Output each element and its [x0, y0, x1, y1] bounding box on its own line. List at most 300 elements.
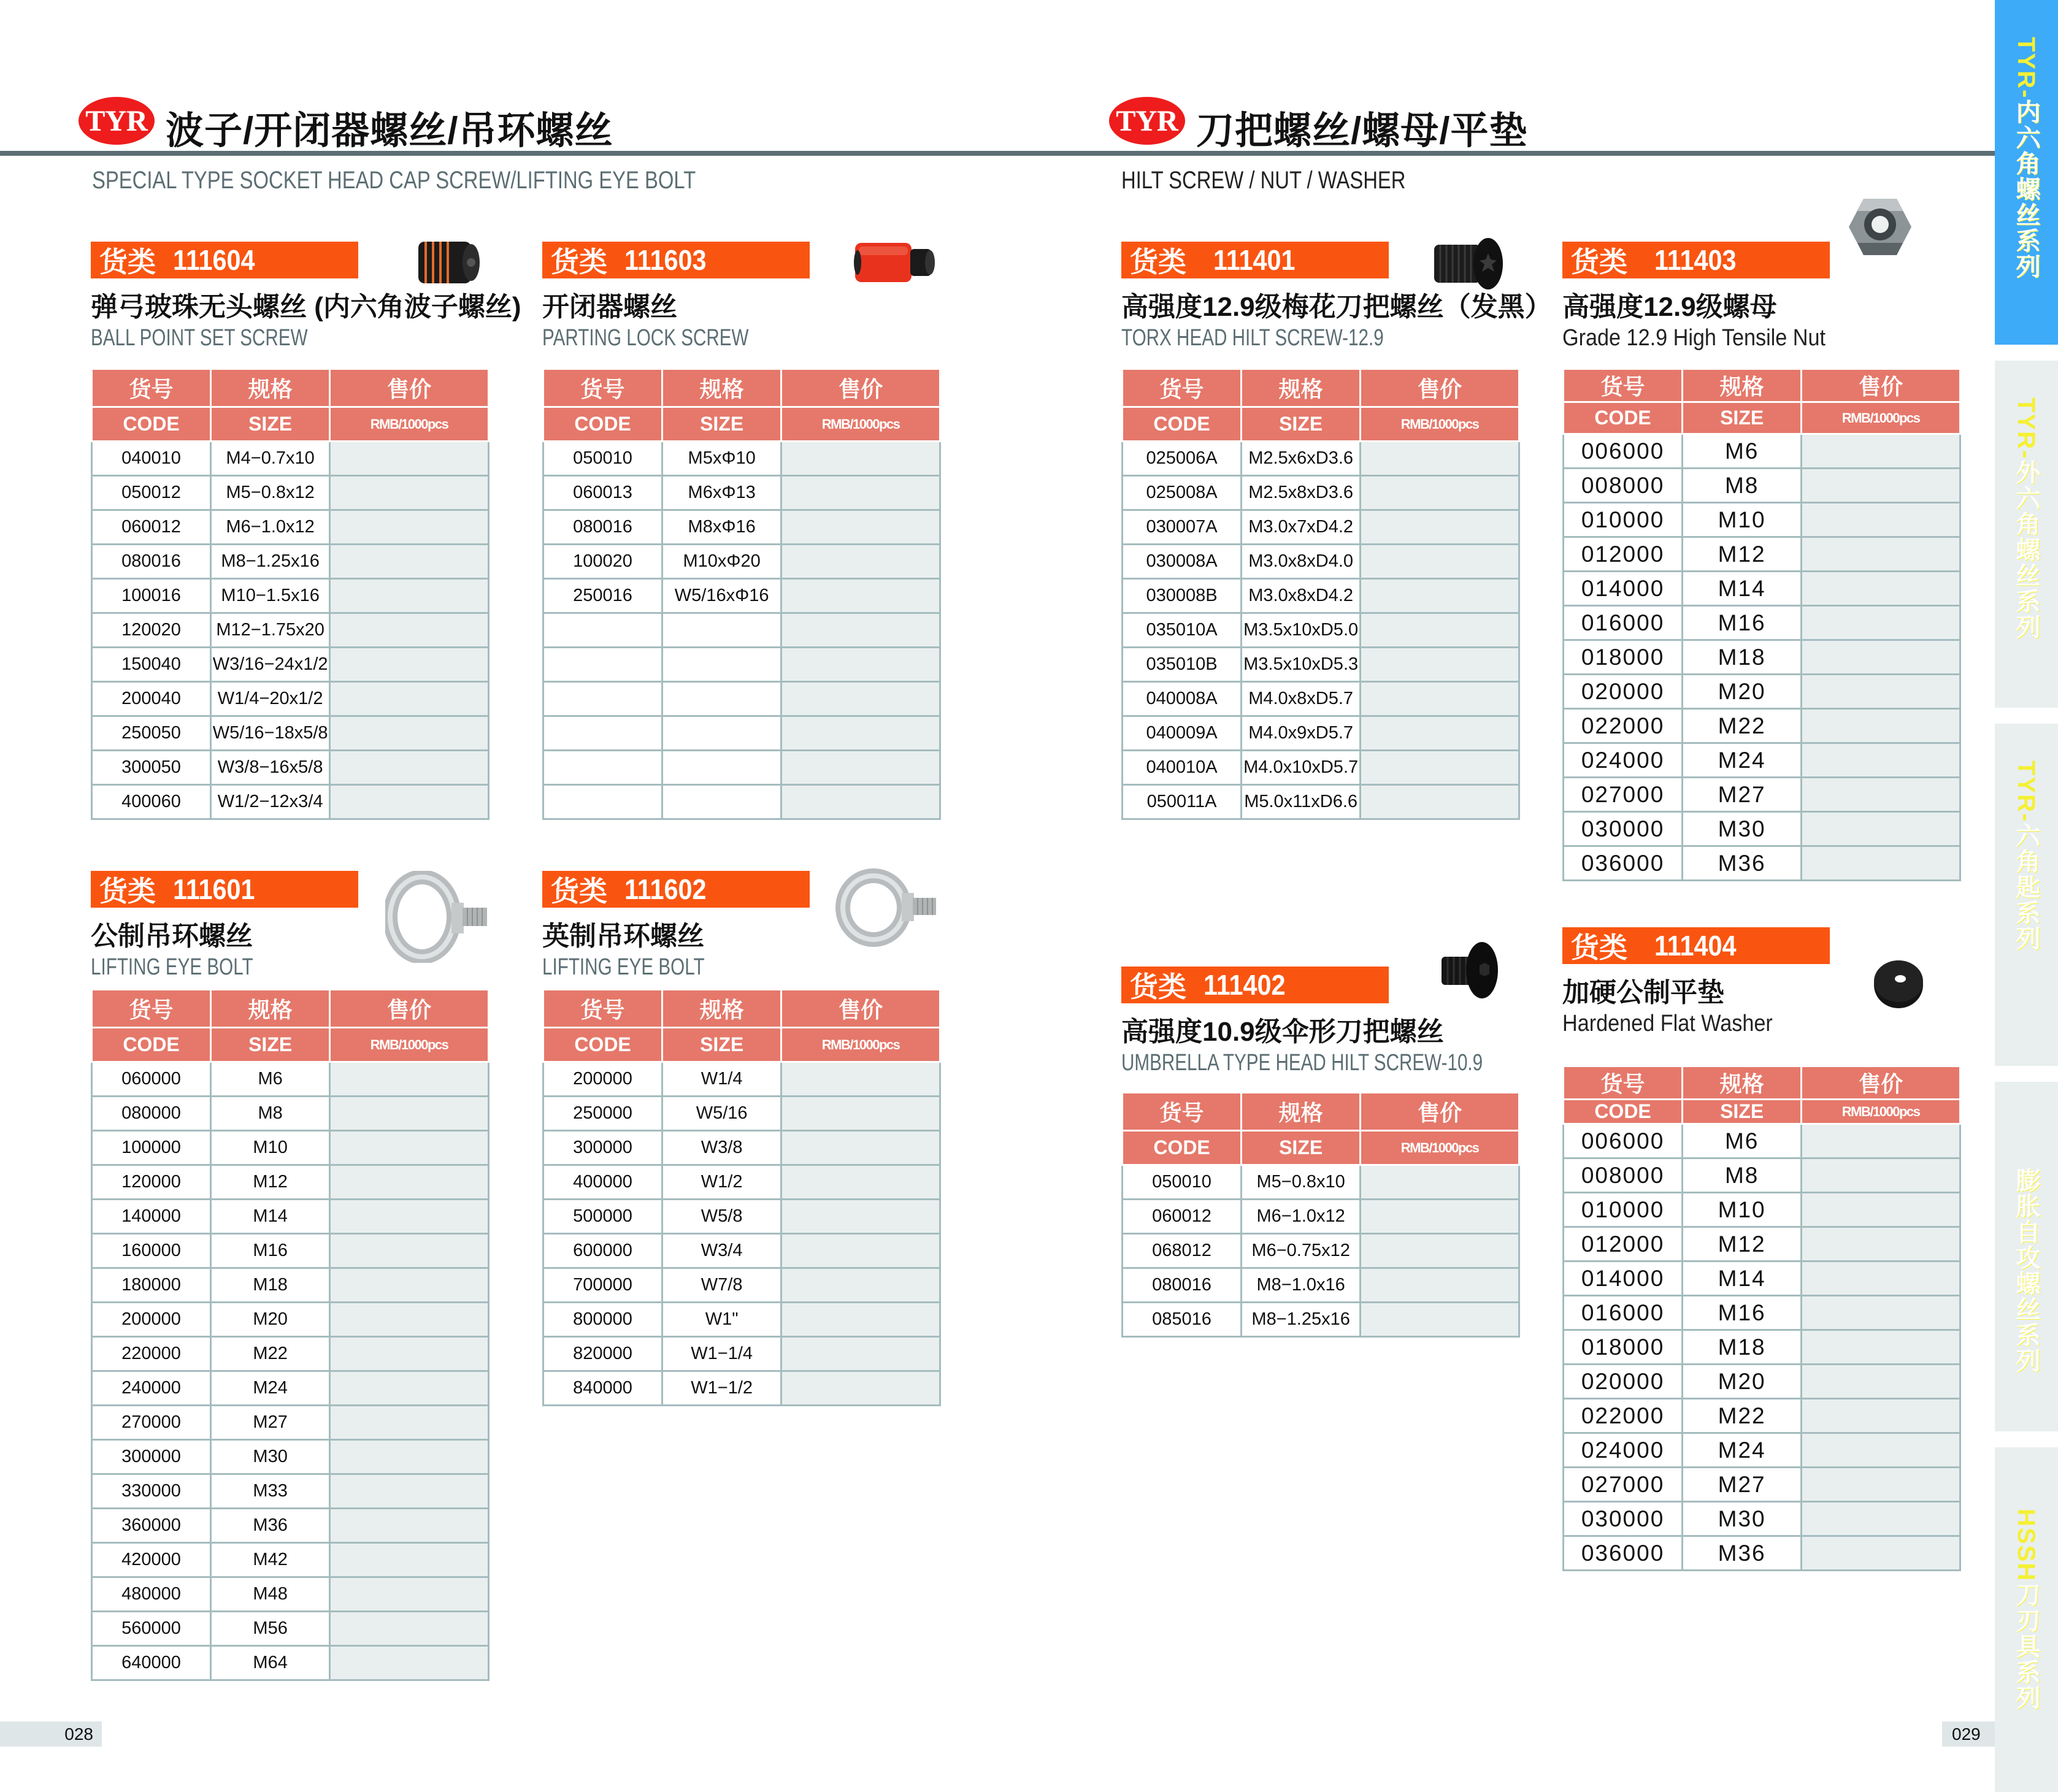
header-price-cn: 售价: [781, 369, 940, 407]
table-row: [543, 579, 940, 613]
header-code-en: CODE: [1564, 1100, 1683, 1124]
price-cell: [781, 579, 940, 613]
table-row: [1564, 1330, 1960, 1365]
code-cell: 027000: [1564, 1468, 1683, 1502]
table-row: [92, 1131, 489, 1165]
size-cell: W5/16xΦ16: [662, 579, 781, 613]
category-number: 111603: [624, 244, 707, 276]
size-cell: W3/16−24x1/2: [211, 648, 330, 682]
table-row: [543, 1165, 940, 1200]
header-price-cn: 售价: [1361, 369, 1519, 407]
code-cell: 040009A: [1123, 716, 1242, 751]
table-row: [1564, 1433, 1960, 1468]
code-cell: 030000: [1564, 812, 1683, 846]
size-cell: M16: [1683, 1296, 1802, 1330]
size-cell: [662, 751, 781, 785]
table-row: [1123, 1268, 1519, 1303]
price-cell: [1802, 743, 1960, 778]
header-price-cn: 售价: [330, 369, 489, 407]
category-bar: [542, 242, 810, 278]
table-row: [92, 476, 489, 510]
table-row: [1123, 510, 1519, 545]
price-cell: [781, 1131, 940, 1165]
size-cell: M4.0x8xD5.7: [1242, 682, 1361, 716]
code-cell: 006000: [1564, 1124, 1683, 1158]
table-row: [92, 545, 489, 579]
product-block-111403: [1562, 242, 1961, 351]
price-cell: [330, 1062, 489, 1097]
price-cell: [1361, 476, 1519, 510]
left-page-subtitle: SPECIAL TYPE SOCKET HEAD CAP SCREW/LIFTING EYE BOLT: [92, 167, 696, 194]
size-cell: M24: [1683, 743, 1802, 778]
price-cell: [781, 1200, 940, 1234]
table-row: [92, 1440, 489, 1474]
spec-table-111602: [542, 989, 941, 1406]
spec-table-111404: [1562, 1065, 1961, 1571]
header-code-en: CODE: [92, 1028, 211, 1062]
table-row: [92, 785, 489, 819]
size-cell: M8: [1683, 469, 1802, 503]
table-row: [543, 1234, 940, 1268]
size-cell: M36: [1683, 1536, 1802, 1571]
table-row: [543, 1371, 940, 1406]
price-cell: [330, 1406, 489, 1440]
code-cell: 200040: [92, 682, 211, 716]
size-cell: M3.0x8xD4.0: [1242, 545, 1361, 579]
header-code-cn: 货号: [543, 369, 662, 407]
product-name-cn: 高强度12.9级梅花刀把螺丝（发黑）: [1121, 292, 1552, 322]
size-cell: M56: [211, 1612, 330, 1646]
price-cell: [330, 1543, 489, 1577]
price-cell: [330, 1440, 489, 1474]
price-cell: [781, 1097, 940, 1131]
price-cell: [1361, 682, 1519, 716]
code-cell: 180000: [92, 1268, 211, 1303]
header-price-unit: RMB/1000pcs: [1802, 1100, 1960, 1124]
size-cell: M12: [1683, 537, 1802, 572]
table-row: [92, 1543, 489, 1577]
size-cell: M30: [211, 1440, 330, 1474]
flat-washer-image: [1871, 957, 1926, 1012]
code-cell: 250000: [543, 1097, 662, 1131]
price-cell: [1802, 606, 1960, 640]
size-cell: M18: [1683, 1330, 1802, 1365]
size-cell: M6xΦ13: [662, 476, 781, 510]
table-row: [1123, 579, 1519, 613]
code-cell: 022000: [1564, 709, 1683, 743]
size-cell: M14: [1683, 572, 1802, 606]
price-cell: [330, 1337, 489, 1371]
code-cell: 120000: [92, 1165, 211, 1200]
code-cell: 480000: [92, 1577, 211, 1612]
header-price-cn: 售价: [1802, 369, 1960, 402]
code-cell: [543, 716, 662, 751]
table-row: [1123, 476, 1519, 510]
size-cell: W1−1/4: [662, 1337, 781, 1371]
price-cell: [1802, 503, 1960, 537]
price-cell: [781, 648, 940, 682]
code-cell: [543, 648, 662, 682]
size-cell: M18: [211, 1268, 330, 1303]
size-cell: M12: [1683, 1227, 1802, 1262]
table-row: [1123, 442, 1519, 476]
category-number: 111604: [173, 244, 255, 276]
table-row: [92, 1165, 489, 1200]
category-bar: [1562, 242, 1830, 278]
header-size-cn: 规格: [1683, 369, 1802, 402]
table-row: [92, 648, 489, 682]
code-cell: 050010: [543, 442, 662, 476]
price-cell: [1802, 469, 1960, 503]
size-cell: M42: [211, 1543, 330, 1577]
code-cell: 035010A: [1123, 613, 1242, 648]
table-row: [92, 1509, 489, 1543]
size-cell: [662, 716, 781, 751]
price-cell: [1802, 1330, 1960, 1365]
code-cell: 024000: [1564, 1433, 1683, 1468]
price-cell: [781, 545, 940, 579]
size-cell: W1": [662, 1303, 781, 1337]
price-cell: [330, 648, 489, 682]
product-name-cn: 加硬公制平垫: [1562, 978, 1724, 1008]
sidebar-tab-expansion-tapping-screws[interactable]: [1995, 1082, 2058, 1431]
size-cell: M3.0x8xD4.2: [1242, 579, 1361, 613]
table-row: [543, 1303, 940, 1337]
torx-head-hilt-screw-image: [1429, 236, 1509, 291]
price-cell: [1802, 846, 1960, 881]
category-label: 货类: [551, 875, 607, 907]
product-name-en: LIFTING EYE BOLT: [91, 954, 253, 980]
code-cell: [543, 613, 662, 648]
header-price-cn: 售价: [1361, 1093, 1519, 1131]
table-row: [543, 1200, 940, 1234]
price-cell: [330, 1577, 489, 1612]
code-cell: 050010: [1123, 1165, 1242, 1200]
price-cell: [1802, 1536, 1960, 1571]
table-row: [1564, 1365, 1960, 1399]
price-cell: [781, 476, 940, 510]
size-cell: M36: [211, 1509, 330, 1543]
table-row: [1123, 682, 1519, 716]
page-number-right: 029: [1942, 1721, 1995, 1747]
header-size-en: SIZE: [1242, 407, 1361, 442]
size-cell: M10−1.5x16: [211, 579, 330, 613]
code-cell: 080016: [1123, 1268, 1242, 1303]
table-row: [543, 751, 940, 785]
header-size-cn: 规格: [1242, 369, 1361, 407]
left-page-title: 波子/开闭器螺丝/吊环螺丝: [166, 110, 613, 152]
code-cell: [543, 785, 662, 819]
size-cell: M10xΦ20: [662, 545, 781, 579]
code-cell: 240000: [92, 1371, 211, 1406]
tyr-logo: [79, 97, 155, 145]
price-cell: [330, 442, 489, 476]
spec-table-111601: [91, 989, 490, 1681]
code-cell: 020000: [1564, 675, 1683, 709]
table-row: [1564, 434, 1960, 469]
code-cell: [543, 682, 662, 716]
code-cell: 035010B: [1123, 648, 1242, 682]
code-cell: 010000: [1564, 503, 1683, 537]
price-cell: [1802, 1158, 1960, 1193]
size-cell: M22: [1683, 1399, 1802, 1433]
price-cell: [781, 716, 940, 751]
price-cell: [781, 785, 940, 819]
code-cell: 700000: [543, 1268, 662, 1303]
code-cell: 010000: [1564, 1193, 1683, 1227]
price-cell: [1361, 1165, 1519, 1200]
table-row: [1564, 1262, 1960, 1296]
price-cell: [330, 1646, 489, 1680]
price-cell: [330, 1268, 489, 1303]
right-page-subtitle: HILT SCREW / NUT / WASHER: [1121, 167, 1406, 194]
table-row: [1564, 606, 1960, 640]
code-cell: 085016: [1123, 1303, 1242, 1337]
price-cell: [1361, 716, 1519, 751]
price-cell: [781, 1268, 940, 1303]
code-cell: 560000: [92, 1612, 211, 1646]
code-cell: 012000: [1564, 537, 1683, 572]
category-label: 货类: [99, 246, 156, 278]
size-cell: M5−0.8x10: [1242, 1165, 1361, 1200]
price-cell: [1802, 537, 1960, 572]
size-cell: W1/2−12x3/4: [211, 785, 330, 819]
product-name-en: Hardened Flat Washer: [1562, 1011, 1773, 1036]
price-cell: [330, 613, 489, 648]
sidebar-tab-hex-head-screws[interactable]: [1995, 361, 2058, 708]
tab-prefix: TYR-: [2013, 37, 2040, 99]
code-cell: 300050: [92, 751, 211, 785]
table-row: [92, 1062, 489, 1097]
size-cell: M8−1.0x16: [1242, 1268, 1361, 1303]
header-price-cn: 售价: [781, 990, 940, 1028]
code-cell: 016000: [1564, 606, 1683, 640]
table-row: [1564, 743, 1960, 778]
price-cell: [781, 1165, 940, 1200]
code-cell: 036000: [1564, 1536, 1683, 1571]
price-cell: [1802, 1502, 1960, 1536]
spec-table-111403: [1562, 368, 1961, 881]
table-row: [92, 1406, 489, 1440]
sidebar-tab-hex-socket-screws[interactable]: [1995, 0, 2058, 345]
price-cell: [330, 751, 489, 785]
code-cell: 080016: [92, 545, 211, 579]
header-code-cn: 货号: [92, 369, 211, 407]
code-cell: 200000: [543, 1062, 662, 1097]
size-cell: M30: [1683, 812, 1802, 846]
size-cell: M4−0.7x10: [211, 442, 330, 476]
category-bar: [542, 871, 810, 908]
table-row: [1564, 1158, 1960, 1193]
code-cell: 050011A: [1123, 785, 1242, 819]
table-row: [543, 682, 940, 716]
price-cell: [330, 1509, 489, 1543]
header-code-cn: 货号: [1123, 1093, 1242, 1131]
code-cell: 270000: [92, 1406, 211, 1440]
price-cell: [1802, 709, 1960, 743]
size-cell: M4.0x9xD5.7: [1242, 716, 1361, 751]
umbrella-head-hilt-screw-image: [1439, 938, 1500, 1000]
sidebar-tab-hssh-cutting-tools[interactable]: [1995, 1447, 2058, 1792]
code-cell: 030007A: [1123, 510, 1242, 545]
code-cell: 330000: [92, 1474, 211, 1509]
price-cell: [1361, 1234, 1519, 1268]
code-cell: 040010: [92, 442, 211, 476]
code-cell: 100020: [543, 545, 662, 579]
category-label: 货类: [551, 246, 607, 278]
code-cell: 420000: [92, 1543, 211, 1577]
metric-lifting-eye-bolt-image: [385, 871, 496, 963]
size-cell: M20: [211, 1303, 330, 1337]
header-price-unit: RMB/1000pcs: [1802, 402, 1960, 434]
price-cell: [330, 1612, 489, 1646]
price-cell: [1802, 675, 1960, 709]
price-cell: [781, 1337, 940, 1371]
code-cell: 840000: [543, 1371, 662, 1406]
table-row: [1564, 1468, 1960, 1502]
tab-prefix: TYR-: [2013, 397, 2040, 460]
size-cell: M6: [1683, 434, 1802, 469]
right-page-title: 刀把螺丝/螺母/平垫: [1196, 110, 1528, 152]
table-row: [543, 1097, 940, 1131]
table-row: [543, 648, 940, 682]
table-row: [543, 1062, 940, 1097]
price-cell: [1802, 1296, 1960, 1330]
hex-nut-image: [1846, 196, 1914, 258]
header-code-cn: 货号: [1123, 369, 1242, 407]
product-name-en: Grade 12.9 High Tensile Nut: [1562, 325, 1826, 351]
code-cell: 060013: [543, 476, 662, 510]
header-price-cn: 售价: [330, 990, 489, 1028]
header-price-cn: 售价: [1802, 1066, 1960, 1100]
header-code-cn: 货号: [92, 990, 211, 1028]
category-bar: [1562, 927, 1830, 964]
table-row: [92, 682, 489, 716]
logo-text: TYR: [85, 104, 148, 137]
size-cell: M20: [1683, 1365, 1802, 1399]
size-cell: M64: [211, 1646, 330, 1680]
price-cell: [1802, 572, 1960, 606]
category-bar: [91, 242, 358, 278]
code-cell: 040010A: [1123, 751, 1242, 785]
size-cell: [662, 648, 781, 682]
code-cell: 025006A: [1123, 442, 1242, 476]
table-row: [92, 1234, 489, 1268]
price-cell: [781, 1062, 940, 1097]
price-cell: [781, 1371, 940, 1406]
table-row: [1564, 812, 1960, 846]
size-cell: W1/2: [662, 1165, 781, 1200]
category-number: 111401: [1213, 244, 1296, 276]
code-cell: 100000: [92, 1131, 211, 1165]
page-number-left: 028: [0, 1721, 102, 1747]
table-row: [543, 545, 940, 579]
header-size-cn: 规格: [662, 990, 781, 1028]
price-cell: [781, 442, 940, 476]
table-row: [1564, 1227, 1960, 1262]
spec-table-111401: [1121, 368, 1520, 820]
size-cell: M22: [211, 1337, 330, 1371]
price-cell: [1802, 1399, 1960, 1433]
price-cell: [330, 579, 489, 613]
price-cell: [1802, 1365, 1960, 1399]
header-size-en: SIZE: [1683, 402, 1802, 434]
code-cell: 027000: [1564, 778, 1683, 812]
table-row: [92, 613, 489, 648]
product-name-en: LIFTING EYE BOLT: [542, 954, 705, 980]
price-cell: [781, 751, 940, 785]
price-cell: [1361, 545, 1519, 579]
price-cell: [781, 682, 940, 716]
size-cell: [662, 613, 781, 648]
code-cell: 030008A: [1123, 545, 1242, 579]
code-cell: 060000: [92, 1062, 211, 1097]
code-cell: 300000: [543, 1131, 662, 1165]
size-cell: W1−1/2: [662, 1371, 781, 1406]
table-row: [1123, 785, 1519, 819]
table-row: [92, 1337, 489, 1371]
header-size-cn: 规格: [211, 369, 330, 407]
table-row: [1564, 1296, 1960, 1330]
code-cell: 400060: [92, 785, 211, 819]
code-cell: 030000: [1564, 1502, 1683, 1536]
category-label: 货类: [1130, 246, 1186, 278]
code-cell: 040008A: [1123, 682, 1242, 716]
header-code-en: CODE: [1123, 407, 1242, 442]
table-row: [543, 785, 940, 819]
price-cell: [1802, 1262, 1960, 1296]
size-cell: M27: [211, 1406, 330, 1440]
size-cell: M3.5x10xD5.0: [1242, 613, 1361, 648]
sidebar-tab-hex-keys[interactable]: [1995, 724, 2058, 1066]
size-cell: M2.5x8xD3.6: [1242, 476, 1361, 510]
header-size-en: SIZE: [662, 407, 781, 442]
price-cell: [781, 1234, 940, 1268]
size-cell: M10: [211, 1131, 330, 1165]
spec-table-111402: [1121, 1092, 1520, 1338]
table-row: [1564, 537, 1960, 572]
code-cell: 024000: [1564, 743, 1683, 778]
table-row: [543, 613, 940, 648]
size-cell: M5−0.8x12: [211, 476, 330, 510]
table-row: [1123, 613, 1519, 648]
price-cell: [1802, 434, 1960, 469]
size-cell: M33: [211, 1474, 330, 1509]
size-cell: M10: [1683, 503, 1802, 537]
size-cell: M24: [211, 1371, 330, 1406]
table-row: [92, 1200, 489, 1234]
category-label: 货类: [99, 875, 156, 907]
price-cell: [330, 1165, 489, 1200]
table-row: [1123, 1200, 1519, 1234]
size-cell: M27: [1683, 1468, 1802, 1502]
price-cell: [330, 1200, 489, 1234]
code-cell: 820000: [543, 1337, 662, 1371]
product-name-en: TORX HEAD HILT SCREW-12.9: [1121, 325, 1384, 351]
table-row: [92, 1646, 489, 1680]
header-size-en: SIZE: [211, 407, 330, 442]
table-row: [1564, 675, 1960, 709]
price-cell: [330, 1303, 489, 1337]
code-cell: 150040: [92, 648, 211, 682]
code-cell: 014000: [1564, 572, 1683, 606]
size-cell: M2.5x6xD3.6: [1242, 442, 1361, 476]
code-cell: 036000: [1564, 846, 1683, 881]
code-cell: 008000: [1564, 1158, 1683, 1193]
header-code-cn: 货号: [543, 990, 662, 1028]
table-row: [92, 716, 489, 751]
table-row: [1564, 469, 1960, 503]
